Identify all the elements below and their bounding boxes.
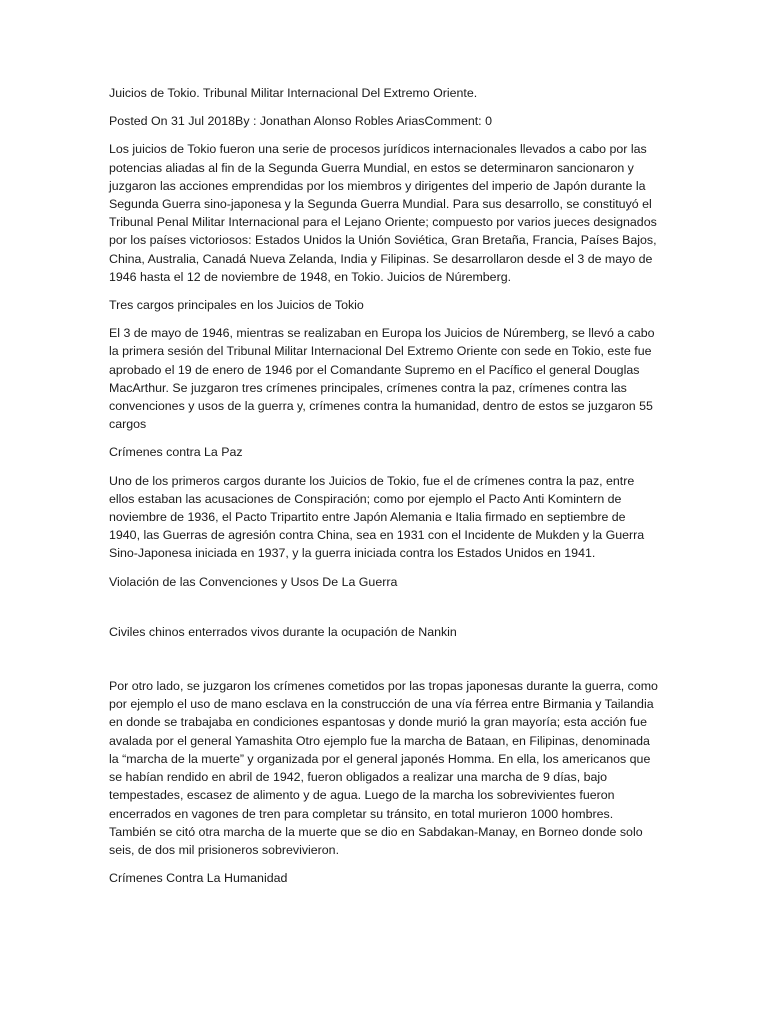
paragraph-guerra: Por otro lado, se juzgaron los crímenes cometidos por las tropas japonesas durante la guerra, como por ejemplo el uso de mano esclava en la construcción de una vía férrea entre Birmania y Tailandia en donde se trabajaba en condiciones espantosas y donde murió la gran mayoría; esta acción fue avalada por el general Yamashita Otro ejemplo fue la marcha de Bataan, en Filipinas, denominada la “marcha de la muerte” y organizada por el general japonés Homma. En ella, los americanos que se habían rendido en abril de 1942, fueron obligados a realizar una marcha de 9 días, bajo tempestades, escasez de alimento y de agua. Luego de la marcha los sobrevivientes fueron encerrados en vagones de tren para completar su tránsito, en total murieron 1000 hombres. También se citó otra marcha de la muerte que se dio en Sabdakan-Manay, en Borneo donde solo seis, de dos mil prisioneros sobrevivieron. (109, 679, 658, 857)
document-title: Juicios de Tokio. Tribunal Militar Internacional Del Extremo Oriente. (109, 86, 478, 100)
post-meta: Posted On 31 Jul 2018By : Jonathan Alonso Robles AriasComment: 0 (109, 114, 492, 129)
heading-violacion: Violación de las Convenciones y Usos De La Guerra (109, 574, 398, 589)
heading-paz: Crímenes contra La Paz (109, 445, 243, 460)
heading-humanidad: Crímenes Contra La Humanidad (109, 871, 288, 886)
paragraph-paz: Uno de los primeros cargos durante los Juicios de Tokio, fue el de crímenes contra la paz, entre ellos estaban las acusaciones de Conspiración; como por ejemplo el Pacto Anti Komintern de noviembre de 1936, el Pacto Tripartito entre Japón Alemania e Italia firmado en septiembre de 1940, las Guerras de agresión contra China, sea en 1931 con el Incidente de Mukden y la Guerra Sino-Japonesa iniciada en 1937, y la guerra iniciada contra los Estados Unidos en 1941. (109, 473, 645, 561)
caption-nankin: Civiles chinos enterrados vivos durante la ocupación de Nankin (109, 624, 457, 639)
intro-paragraph: Los juicios de Tokio fueron una serie de procesos jurídicos internacionales llevados a cabo por las potencias aliadas al fin de la Segunda Guerra Mundial, en estos se determinaron sancionaron y juzgaron las acciones emprendidas por los miembros y dirigentes del imperio de Japón durante la Segunda Guerra sino-japonesa y la Segunda Guerra Mundial. Para sus desarrollo, se constituyó el Tribunal Penal Militar Internacional para el Lejano Oriente; compuesto por varios jueces designados por los países victoriosos: Estados Unidos la Unión Soviética, Gran Bretaña, Francia, Países Bajos, China, Australia, Canadá Nueva Zelanda, India y Filipinas. Se desarrollaron desde el 3 de mayo de 1946 hasta el 12 de noviembre de 1948, en Tokio. Juicios de Núremberg. (109, 142, 657, 284)
blank-space (109, 651, 659, 677)
paragraph-cargos: El 3 de mayo de 1946, mientras se realizaban en Europa los Juicios de Núremberg, se llevó a cabo la primera sesión del Tribunal Militar Internacional Del Extremo Oriente con sede en Tokio, este fue aprobado el 19 de enero de 1946 por el Comandante Supremo en el Pacífico el general Douglas MacArthur. Se juzgaron tres crímenes principales, crímenes contra la paz, crímenes contra las convenciones y usos de la guerra y, crímenes contra la humanidad, dentro de estos se juzgaron 55 cargos (109, 326, 655, 432)
heading-cargos: Tres cargos principales en los Juicios de Tokio (109, 298, 364, 313)
blank-space (109, 601, 659, 623)
document-body (109, 84, 659, 897)
